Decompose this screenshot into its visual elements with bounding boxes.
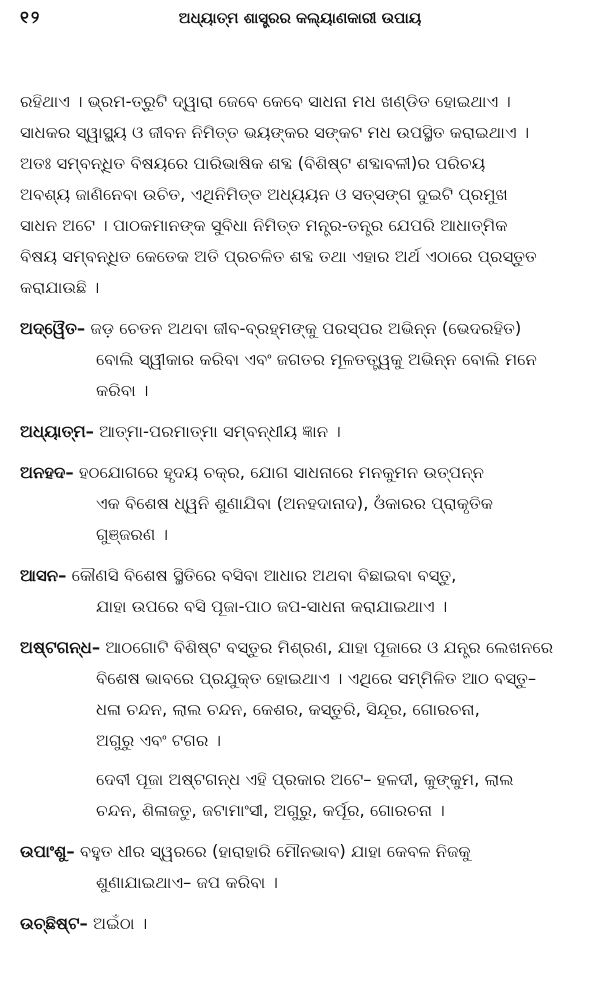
glossary-definition: ଜଡ଼ ଚେତନ ଅଥବା ଜୀବ-ବ୍ରହ୍ମଙ୍କୁ ପରସ୍ପର ଅଭିନ୍ନ (ଭେଦରହିତ) [85,319,522,338]
definition-line: ଶୁଣାଯାଇଥାଏ– ଜପ କରିବା । [96,873,278,892]
page-header [20,0,580,44]
glossary-definition: ହଠଯୋଗରେ ହୃଦୟ ଚକ୍ର, ଯୋଗ ସାଧନାରେ ମନକୁମନ ଉତ୍ପନ୍ନ [73,463,484,482]
definition-line: ଏକ ବିଶେଷ ଧ୍ୱନି ଶୁଣାଯିବା (ଅନହଦାନାଦ), ଓଁକାରର ପ୍ରାକୃତିକ [96,494,493,513]
glossary-entry [20,416,580,447]
glossary-definition: କୌଣସି ବିଶେଷ ସ୍ଥିତିରେ ବସିବା ଆଧାର ଅଥବା ବିଛାଇବା ବସ୍ତୁ, [66,566,457,585]
definition-line: ଅଗୁରୁ ଏବଂ ଟଗର । [96,731,222,750]
glossary-definition: ବହୁତ ଧୀର ସ୍ୱରରେ (ହାରାହାରି ମୌନଭାବ) ଯାହା କେବଳ ନିଜକୁ [74,842,471,861]
glossary-definition: ଅଇଁଠା । [87,914,148,933]
page-number: ୧୨ [20,8,42,28]
glossary-entry [20,457,580,550]
glossary-entry [20,560,580,622]
definition-line: ଧଳା ଚନ୍ଦନ, ଲାଲ ଚନ୍ଦନ, କେଶର, କସ୍ତୁରି, ସିନ୍ଦୂର, ଗୋରଚନା, [96,700,480,719]
glossary-term: ଅନହଦ– [20,463,74,482]
intro-line: କରାଯାଉଛି । [20,278,100,297]
definition-line: ଗୁଞ୍ଜରଣ । [96,525,169,544]
glossary-entry [20,313,580,406]
glossary-term: ଆସନ– [20,566,67,585]
glossary-definition: ଆଠଗୋଟି ବିଶିଷ୍ଟ ବସ୍ତୁର ମିଶ୍ରଣ, ଯାହା ପୂଜାରେ ଓ ଯନ୍ତ୍ର ଲେଖନରେ [100,638,554,657]
glossary-entry [20,836,580,898]
definition-line: ବୋଲି ସ୍ୱୀକାର କରିବା ଏବଂ ଜଗତର ମୂଳତତ୍ତ୍ୱକୁ ଅଭିନ୍ନ ବୋଲି ମନେ [96,350,537,369]
glossary [20,313,580,939]
glossary-definition: ଆତ୍ମା-ପରମାତ୍ମା ସମ୍ବନ୍ଧୀୟ ଜ୍ଞାନ । [93,422,341,441]
definition-line: ବିଶେଷ ଭାବରେ ପ୍ରଯୁକ୍ତ ହୋଇଥାଏ । ଏଥିରେ ସମ୍ମିଳିତ ଆଠ ବସ୍ତୁ– [96,669,537,688]
intro-line: ଅତଃ ସମ୍ବନ୍ଧିତ ବିଷୟରେ ପାରିଭାଷିକ ଶବ୍ଦ (ବିଶିଷ୍ଟ ଶବ୍ଦାବଳୀ)ର ପରିଚୟ [20,154,486,173]
definition-line: ଯାହା ଉପରେ ବସି ପୂଜା-ପାଠ ଜପ-ସାଧନା କରାଯାଇଥାଏ । [96,597,448,616]
glossary-term: ଅଧ୍ୟାତ୍ମ– [20,422,94,441]
definition-line: କରିବା । [96,381,149,400]
intro-line: ରହିଥାଏ । ଭ୍ରମ-ତ୍ରୁଟି ଦ୍ୱାରା ଜେବେ କେବେ ସାଧନା ମଧ ଖଣ୍ଡିତ ହୋଇଥାଏ । [20,92,511,111]
intro-line: ଅବଶ୍ୟ ଜାଣିନେବା ଉଚିତ, ଏଥିନିମିତ୍ତ ଅଧ୍ୟୟନ ଓ ସତ୍‌ସଙ୍ଗ ଦୁଇଟି ପ୍ରମୁଖ [20,185,508,204]
intro-paragraph [20,86,580,303]
intro-line: ସାଧନ ଅଟେ । ପାଠକମାନଙ୍କ ସୁବିଧା ନିମିତ୍ତ ମନ୍ତ୍ର-ତନ୍ତ୍ର ଯେପରି ଆଧାତ୍ମିକ [20,216,508,235]
definition-note-line: ଚନ୍ଦନ, ଶିଳାଜତୁ, ଜଟାମାଂସୀ, ଅଗୁରୁ, କର୍ପୂର, ଗୋରଚନା । [96,801,445,820]
running-title: ଅଧ୍ୟାତ୍ମ ଶାସ୍ତ୍ରର କଲ୍ୟାଣକାରୀ ଉପାୟ [178,9,422,27]
glossary-entry [20,632,580,826]
definition-note-line: ଦେବୀ ପୂଜା ଅଷ୍ଟଗନ୍ଧ ଏହି ପ୍ରକାର ଅଟେ– ହଳଦୀ, କୁଙ୍କୁମ, ଲାଲ [96,770,514,789]
glossary-term: ଅଷ୍ଟଗନ୍ଧ– [20,638,101,657]
glossary-term: ଉପାଂଶୁ– [20,842,75,861]
glossary-entry [20,908,580,939]
glossary-term: ଉଚ୍ଛିଷ୍ଟ– [20,914,88,933]
glossary-term: ଅଦ୍ୱୈତ– [20,319,86,338]
intro-line: ସାଧକର ସ୍ୱାସ୍ଥ୍ୟ ଓ ଜୀବନ ନିମିତ୍ତ ଭୟଙ୍କର ସଙ୍କଟ ମଧ ଉପସ୍ଥିତ କରାଇଥାଏ । [20,123,530,142]
intro-line: ବିଷୟ ସମ୍ବନ୍ଧିତ କେତେକ ଅତି ପ୍ରଚଳିତ ଶବ୍ଦ ତଥା ଏହାର ଅର୍ଥ ଏଠାରେ ପ୍ରସ୍ତୁତ [20,247,537,266]
